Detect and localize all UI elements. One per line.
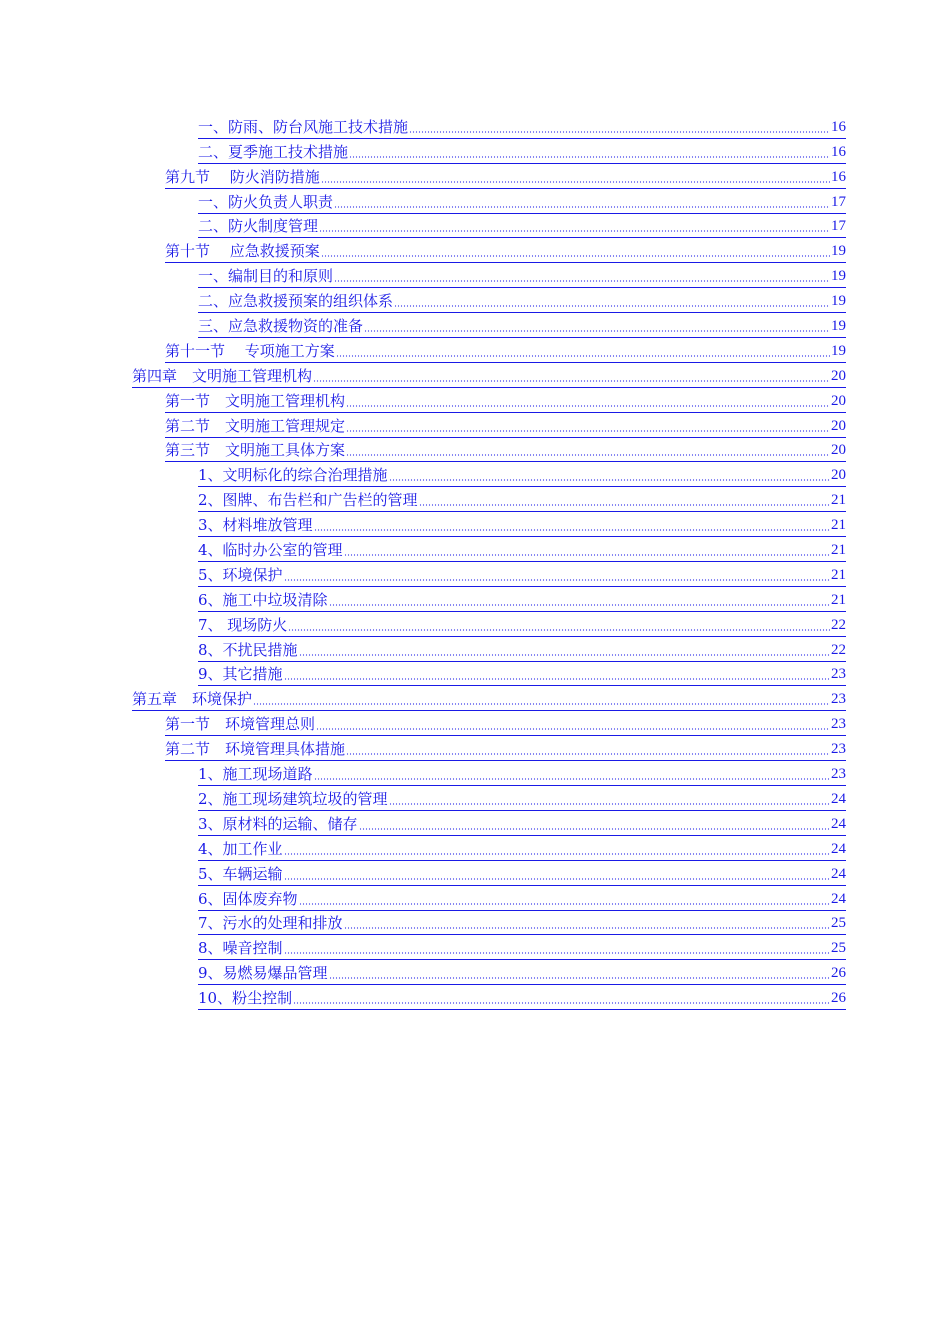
dot-leader [409, 130, 830, 134]
toc-page-number: 23 [831, 766, 846, 783]
toc-link[interactable] [198, 662, 846, 687]
dot-leader [284, 877, 830, 881]
toc-entry-title: 第十一节 专项施工方案 [165, 341, 335, 360]
toc-page-number: 23 [831, 741, 846, 758]
toc-page-number: 26 [831, 965, 846, 982]
toc-entry-title: 5、环境保护 [198, 565, 283, 584]
toc-entry [0, 686, 950, 711]
toc-page-number: 20 [831, 442, 846, 459]
toc-entry [0, 587, 950, 612]
toc-page-number: 21 [831, 542, 846, 559]
toc-page-number: 23 [831, 666, 846, 683]
toc-entry-title: 一、防雨、防台风施工技术措施 [198, 117, 409, 136]
toc-entry-title: 二、防火制度管理 [198, 217, 319, 236]
toc-entry [0, 537, 950, 562]
dot-leader [394, 304, 830, 308]
toc-link[interactable] [198, 861, 846, 886]
toc-entry-title: 8、不扰民措施 [198, 640, 298, 659]
dot-leader [293, 1001, 830, 1005]
toc-entry [0, 786, 950, 811]
toc-entry-title: 7、污水的处理和排放 [198, 914, 343, 933]
toc-page-number: 16 [831, 118, 846, 135]
toc-page-number: 19 [831, 318, 846, 335]
dot-leader [314, 528, 830, 532]
toc-page-number: 21 [831, 591, 846, 608]
toc-page-number: 20 [831, 467, 846, 484]
dot-leader [346, 752, 830, 756]
toc-entry-title: 5、车辆运输 [198, 864, 283, 883]
toc-entry [0, 612, 950, 637]
toc-entry-title: 2、图牌、布告栏和广告栏的管理 [198, 491, 418, 510]
toc-entry [0, 238, 950, 263]
toc-page-number: 21 [831, 517, 846, 534]
toc-entry-title: 10、粉尘控制 [198, 989, 293, 1008]
dot-leader [321, 180, 830, 184]
toc-link[interactable] [165, 338, 846, 363]
toc-page-number: 17 [831, 193, 846, 210]
toc-page-number: 20 [831, 392, 846, 409]
toc-link[interactable] [198, 637, 846, 662]
toc-entry-title: 第十节 应急救援预案 [165, 242, 320, 261]
toc-entry [0, 985, 950, 1010]
toc-page-number: 24 [831, 840, 846, 857]
toc-page-number: 17 [831, 218, 846, 235]
toc-entry [0, 861, 950, 886]
toc-link[interactable] [198, 836, 846, 861]
dot-leader [314, 777, 830, 781]
dot-leader [359, 827, 830, 831]
toc-entry-title: 3、材料堆放管理 [198, 516, 313, 535]
toc-entry-title: 二、夏季施工技术措施 [198, 142, 349, 161]
toc-entry-title: 一、防火负责人职责 [198, 192, 334, 211]
toc-entry-title: 1、文明标化的综合治理措施 [198, 466, 388, 485]
dot-leader [319, 229, 830, 233]
toc-entry-title: 4、加工作业 [198, 839, 283, 858]
toc-page-number: 19 [831, 342, 846, 359]
dot-leader [364, 329, 830, 333]
toc-page-number: 24 [831, 815, 846, 832]
dot-leader [299, 902, 830, 906]
toc-entry [0, 662, 950, 687]
dot-leader [389, 478, 830, 482]
toc-page-number: 19 [831, 293, 846, 310]
dot-leader [346, 404, 830, 408]
toc-entry [0, 761, 950, 786]
toc-entry [0, 313, 950, 338]
dot-leader [284, 578, 830, 582]
toc-page-number: 25 [831, 940, 846, 957]
toc-entry [0, 413, 950, 438]
toc-link[interactable] [198, 935, 846, 960]
toc-entry-title: 第一节 文明施工管理机构 [165, 391, 346, 410]
dot-leader [346, 429, 830, 433]
toc-entry-title: 一、编制目的和原则 [198, 267, 334, 286]
toc-page-number: 16 [831, 168, 846, 185]
toc-link[interactable] [198, 487, 846, 512]
dot-leader [284, 951, 830, 955]
toc-entry [0, 637, 950, 662]
dot-leader [334, 279, 830, 283]
toc-link[interactable] [198, 512, 846, 537]
toc-page-number: 24 [831, 865, 846, 882]
toc-entry-title: 第二节 环境管理具体措施 [165, 740, 346, 759]
toc-link[interactable] [198, 886, 846, 911]
toc-page-number: 21 [831, 492, 846, 509]
toc-entry-title: 9、易燃易爆品管理 [198, 964, 328, 983]
toc-link[interactable] [198, 761, 846, 786]
toc-page-number: 25 [831, 915, 846, 932]
toc-entry [0, 139, 950, 164]
toc-entry-title: 9、其它措施 [198, 665, 283, 684]
toc-entry-title: 第九节 防火消防措施 [165, 167, 320, 186]
toc-link[interactable] [165, 388, 846, 413]
toc-entry [0, 214, 950, 239]
toc-link[interactable] [198, 139, 846, 164]
toc-entry [0, 911, 950, 936]
toc-entry [0, 487, 950, 512]
toc-entry-title: 8、噪音控制 [198, 939, 283, 958]
dot-leader [299, 653, 830, 657]
toc-link[interactable] [198, 811, 846, 836]
toc-link[interactable] [198, 537, 846, 562]
toc-link[interactable] [198, 612, 846, 637]
toc-entry [0, 338, 950, 363]
toc-page-number: 21 [831, 566, 846, 583]
toc-entry [0, 114, 950, 139]
toc-entry [0, 562, 950, 587]
toc-link[interactable] [198, 263, 846, 288]
dot-leader [329, 603, 830, 607]
toc-entry [0, 711, 950, 736]
toc-entry-title: 第一节 环境管理总则 [165, 715, 316, 734]
toc-entry [0, 811, 950, 836]
toc-link[interactable] [198, 214, 846, 239]
toc-entry [0, 512, 950, 537]
toc-page-number: 20 [831, 417, 846, 434]
dot-leader [284, 852, 830, 856]
toc-link[interactable] [198, 587, 846, 612]
toc-entry-title: 第四章 文明施工管理机构 [132, 366, 313, 385]
toc-entry [0, 288, 950, 313]
dot-leader [344, 553, 830, 557]
toc-entry [0, 263, 950, 288]
toc-entry-title: 6、固体废弃物 [198, 889, 298, 908]
toc-entry-title: 6、施工中垃圾清除 [198, 590, 328, 609]
toc-entry-title: 7、 现场防火 [198, 615, 288, 634]
toc-page-number: 23 [831, 716, 846, 733]
toc-link[interactable] [198, 562, 846, 587]
dot-leader [253, 702, 830, 706]
toc-link[interactable] [198, 313, 846, 338]
toc-page-number: 24 [831, 890, 846, 907]
dot-leader [389, 802, 830, 806]
dot-leader [334, 205, 830, 209]
toc-link[interactable] [198, 911, 846, 936]
toc-entry-title: 三、应急救援物资的准备 [198, 317, 364, 336]
toc-entry-title: 4、临时办公室的管理 [198, 541, 343, 560]
toc-entry-title: 2、施工现场建筑垃圾的管理 [198, 789, 388, 808]
toc-link[interactable] [198, 288, 846, 313]
toc-page-number: 20 [831, 367, 846, 384]
toc-link[interactable] [132, 363, 846, 388]
toc-entry-title: 第五章 环境保护 [132, 690, 253, 709]
dot-leader [329, 976, 830, 980]
toc-link[interactable] [165, 736, 846, 761]
dot-leader [419, 503, 830, 507]
toc-entry [0, 836, 950, 861]
toc-link[interactable] [165, 238, 846, 263]
dot-leader [321, 254, 830, 258]
toc-entry-title: 3、原材料的运输、储存 [198, 814, 358, 833]
toc-entry-title: 第二节 文明施工管理规定 [165, 416, 346, 435]
toc-link[interactable] [165, 438, 846, 463]
dot-leader [316, 727, 830, 731]
toc-entry-title: 1、施工现场道路 [198, 765, 313, 784]
toc-link[interactable] [198, 985, 846, 1010]
table-of-contents [0, 114, 950, 1010]
toc-entry [0, 935, 950, 960]
dot-leader [336, 354, 830, 358]
toc-entry [0, 960, 950, 985]
toc-entry [0, 462, 950, 487]
toc-page-number: 26 [831, 990, 846, 1007]
toc-entry [0, 388, 950, 413]
toc-entry-title: 第三节 文明施工具体方案 [165, 441, 346, 460]
dot-leader [284, 677, 830, 681]
toc-link[interactable] [132, 686, 846, 711]
toc-page-number: 23 [831, 691, 846, 708]
toc-link[interactable] [165, 711, 846, 736]
toc-link[interactable] [198, 189, 846, 214]
toc-page-number: 24 [831, 790, 846, 807]
dot-leader [288, 628, 830, 632]
toc-page-number: 16 [831, 143, 846, 160]
toc-entry [0, 189, 950, 214]
toc-link[interactable] [198, 786, 846, 811]
toc-entry-title: 二、应急救援预案的组织体系 [198, 292, 394, 311]
toc-link[interactable] [198, 462, 846, 487]
toc-page-number: 19 [831, 243, 846, 260]
toc-link[interactable] [165, 164, 846, 189]
toc-link[interactable] [165, 413, 846, 438]
toc-link[interactable] [198, 114, 846, 139]
toc-entry [0, 438, 950, 463]
toc-page-number: 19 [831, 268, 846, 285]
toc-link[interactable] [198, 960, 846, 985]
toc-page-number: 22 [831, 641, 846, 658]
dot-leader [349, 155, 830, 159]
toc-page-number: 22 [831, 616, 846, 633]
dot-leader [346, 453, 830, 457]
toc-entry [0, 164, 950, 189]
toc-entry [0, 886, 950, 911]
toc-entry [0, 363, 950, 388]
dot-leader [344, 926, 830, 930]
dot-leader [313, 379, 830, 383]
toc-entry [0, 736, 950, 761]
